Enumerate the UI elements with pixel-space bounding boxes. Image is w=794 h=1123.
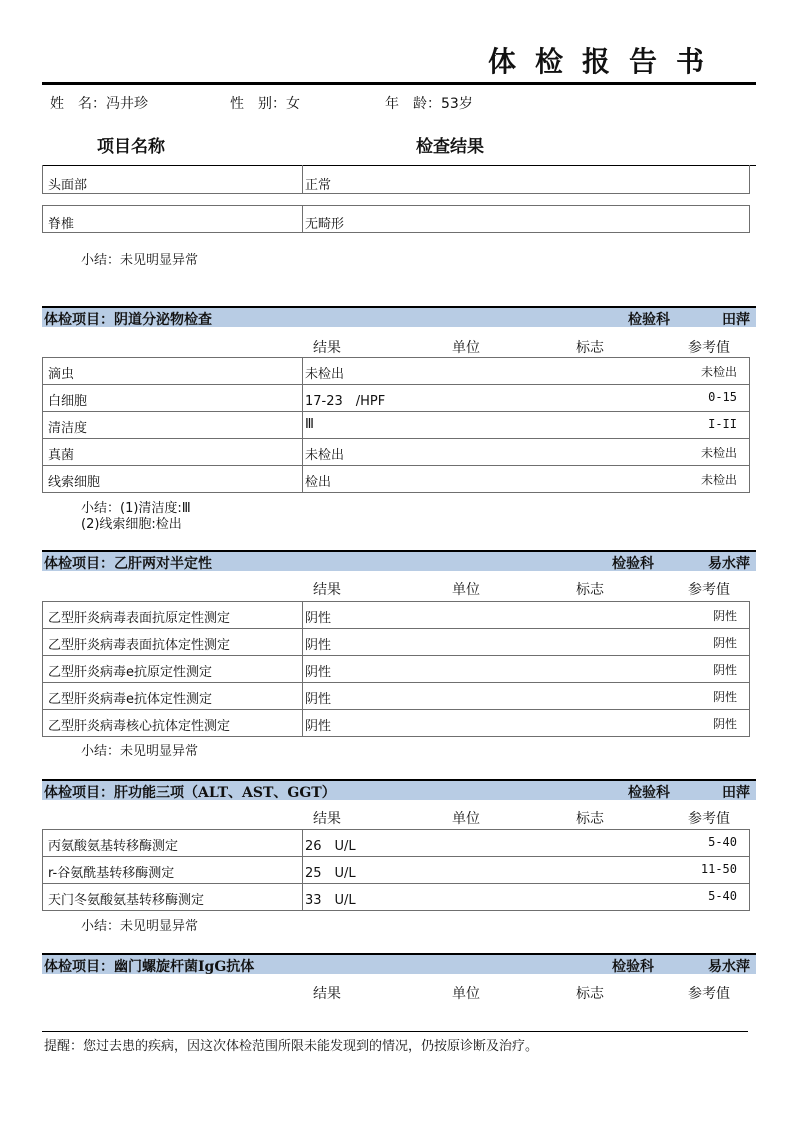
table-row bbox=[43, 629, 749, 656]
section-dept: 检验科 bbox=[628, 785, 670, 801]
item-name: 乙型肝炎病毒表面抗原定性测定 bbox=[48, 611, 231, 626]
table-row bbox=[43, 656, 749, 683]
item-ref: 阴性 bbox=[712, 636, 737, 650]
section-title: 体检项目：幽门螺旋杆菌IgG抗体 bbox=[44, 959, 255, 975]
item-ref: 未检出 bbox=[700, 446, 737, 460]
section-title: 体检项目：肝功能三项（ALT、AST、GGT） bbox=[44, 785, 336, 801]
cell-divider bbox=[302, 358, 303, 384]
item-name: r-谷氨酰基转移酶测定 bbox=[48, 866, 175, 881]
section-header bbox=[42, 953, 756, 974]
section-table bbox=[42, 601, 750, 737]
section-doctor: 易水萍 bbox=[708, 556, 750, 572]
table-row bbox=[43, 857, 749, 884]
cell-divider bbox=[302, 830, 303, 856]
item-ref: 0-15 bbox=[708, 390, 737, 404]
section-dept: 检验科 bbox=[612, 959, 654, 975]
item-result: 检出 bbox=[305, 475, 332, 490]
subheader-result: 结果 bbox=[313, 340, 341, 356]
item-name: 乙型肝炎病毒e抗原定性测定 bbox=[48, 665, 212, 680]
cell-divider bbox=[302, 206, 303, 232]
item-result: 未检出 bbox=[305, 448, 345, 463]
item-name: 真菌 bbox=[48, 448, 75, 463]
report-title: 体检报告书 bbox=[488, 45, 724, 78]
table-row bbox=[43, 710, 749, 736]
item-name: 丙氨酸氨基转移酶测定 bbox=[48, 839, 179, 854]
patient-gender bbox=[230, 93, 300, 113]
section-doctor: 田萍 bbox=[722, 785, 750, 801]
cell-divider bbox=[302, 884, 303, 910]
general-exam-box bbox=[42, 165, 750, 194]
table-row bbox=[43, 206, 749, 232]
item-result: 阴性 bbox=[305, 665, 332, 680]
item-name: 线索细胞 bbox=[48, 475, 101, 490]
column-result-heading: 检查结果 bbox=[416, 137, 484, 157]
item-result: 25 U/L bbox=[305, 866, 356, 881]
cell-divider bbox=[302, 385, 303, 411]
subheader-result: 结果 bbox=[313, 582, 341, 598]
subheader-ref: 参考值 bbox=[688, 340, 730, 356]
general-exam-box-2 bbox=[42, 205, 750, 233]
subheader-result: 结果 bbox=[313, 986, 341, 1002]
item-name: 天门冬氨酸氨基转移酶测定 bbox=[48, 893, 205, 908]
item-result: 无畸形 bbox=[305, 217, 345, 232]
cell-divider bbox=[302, 629, 303, 655]
item-ref: I-II bbox=[708, 417, 737, 431]
subheader-unit: 单位 bbox=[452, 986, 480, 1002]
subheader-unit: 单位 bbox=[452, 582, 480, 598]
cell-divider bbox=[302, 857, 303, 883]
item-result: 正常 bbox=[305, 178, 332, 193]
section-header bbox=[42, 779, 756, 800]
name-value: 冯井珍 bbox=[106, 96, 148, 112]
section-header bbox=[42, 550, 756, 571]
item-ref: 5-40 bbox=[708, 835, 737, 849]
section-table bbox=[42, 829, 750, 911]
section-dept: 检验科 bbox=[628, 312, 670, 328]
item-result: 未检出 bbox=[305, 367, 345, 382]
table-row bbox=[43, 884, 749, 910]
item-ref: 阴性 bbox=[712, 717, 737, 731]
patient-name bbox=[50, 93, 148, 113]
section-dept: 检验科 bbox=[612, 556, 654, 572]
cell-divider bbox=[302, 412, 303, 438]
table-row bbox=[43, 358, 749, 385]
item-ref: 阴性 bbox=[712, 663, 737, 677]
table-row bbox=[43, 683, 749, 710]
age-label: 年 龄： bbox=[385, 96, 441, 112]
item-ref: 未检出 bbox=[700, 365, 737, 379]
item-ref: 5-40 bbox=[708, 889, 737, 903]
patient-age bbox=[385, 93, 473, 113]
section-doctor: 田萍 bbox=[722, 312, 750, 328]
cell-divider bbox=[302, 710, 303, 736]
name-label: 姓 名： bbox=[50, 96, 106, 112]
item-result: Ⅲ bbox=[305, 417, 314, 432]
table-row bbox=[43, 385, 749, 412]
item-name: 头面部 bbox=[48, 178, 88, 193]
cell-divider bbox=[302, 439, 303, 465]
section-header bbox=[42, 306, 756, 327]
item-result: 26 U/L bbox=[305, 839, 356, 854]
item-result: 阴性 bbox=[305, 611, 332, 626]
item-name: 乙型肝炎病毒e抗体定性测定 bbox=[48, 692, 212, 707]
subheader-ref: 参考值 bbox=[688, 986, 730, 1002]
table-row bbox=[43, 412, 749, 439]
section-summary: 小结：未见明显异常 bbox=[81, 744, 199, 759]
subheader-ref: 参考值 bbox=[688, 811, 730, 827]
cell-divider bbox=[302, 656, 303, 682]
item-name: 清洁度 bbox=[48, 421, 88, 436]
general-summary: 小结：未见明显异常 bbox=[81, 253, 199, 268]
gender-label: 性 别： bbox=[230, 96, 286, 112]
item-name: 滴虫 bbox=[48, 367, 75, 382]
table-row bbox=[43, 602, 749, 629]
item-result: 阴性 bbox=[305, 719, 332, 734]
item-ref: 11-50 bbox=[700, 862, 737, 876]
cell-divider bbox=[302, 602, 303, 628]
subheader-flag: 标志 bbox=[576, 582, 604, 598]
section-summary: 小结：未见明显异常 bbox=[81, 919, 199, 934]
column-item-heading: 项目名称 bbox=[97, 137, 165, 157]
cell-divider bbox=[302, 165, 303, 193]
item-name: 乙型肝炎病毒核心抗体定性测定 bbox=[48, 719, 231, 734]
subheader-unit: 单位 bbox=[452, 811, 480, 827]
section-title: 体检项目：阴道分泌物检查 bbox=[44, 312, 212, 328]
cell-divider bbox=[302, 683, 303, 709]
subheader-flag: 标志 bbox=[576, 811, 604, 827]
cell-divider bbox=[302, 466, 303, 492]
footer-rule bbox=[42, 1031, 748, 1032]
section-summary-line2: (2)线索细胞:检出 bbox=[81, 517, 182, 532]
section-summary: 小结：(1)清洁度:Ⅲ bbox=[81, 501, 191, 516]
subheader-unit: 单位 bbox=[452, 340, 480, 356]
item-name: 乙型肝炎病毒表面抗体定性测定 bbox=[48, 638, 231, 653]
subheader-flag: 标志 bbox=[576, 340, 604, 356]
item-ref: 阴性 bbox=[712, 609, 737, 623]
table-row bbox=[43, 466, 749, 492]
item-ref: 未检出 bbox=[700, 473, 737, 487]
item-result: 17-23 /HPF bbox=[305, 394, 386, 409]
subheader-flag: 标志 bbox=[576, 986, 604, 1002]
section-doctor: 易水萍 bbox=[708, 959, 750, 975]
item-ref: 阴性 bbox=[712, 690, 737, 704]
section-title: 体检项目：乙肝两对半定性 bbox=[44, 556, 212, 572]
gender-value: 女 bbox=[286, 96, 300, 112]
table-row bbox=[43, 439, 749, 466]
item-result: 33 U/L bbox=[305, 893, 356, 908]
table-row bbox=[43, 830, 749, 857]
section-table bbox=[42, 357, 750, 493]
item-result: 阴性 bbox=[305, 638, 332, 653]
title-rule bbox=[42, 82, 756, 85]
table-row bbox=[43, 165, 749, 193]
subheader-result: 结果 bbox=[313, 811, 341, 827]
subheader-ref: 参考值 bbox=[688, 582, 730, 598]
item-name: 脊椎 bbox=[48, 217, 75, 232]
footer-reminder: 提醒：您过去患的疾病，因这次体检范围所限未能发现到的情况，仍按原诊断及治疗。 bbox=[44, 1039, 539, 1054]
item-name: 白细胞 bbox=[48, 394, 88, 409]
age-value: 53岁 bbox=[441, 96, 473, 112]
item-result: 阴性 bbox=[305, 692, 332, 707]
